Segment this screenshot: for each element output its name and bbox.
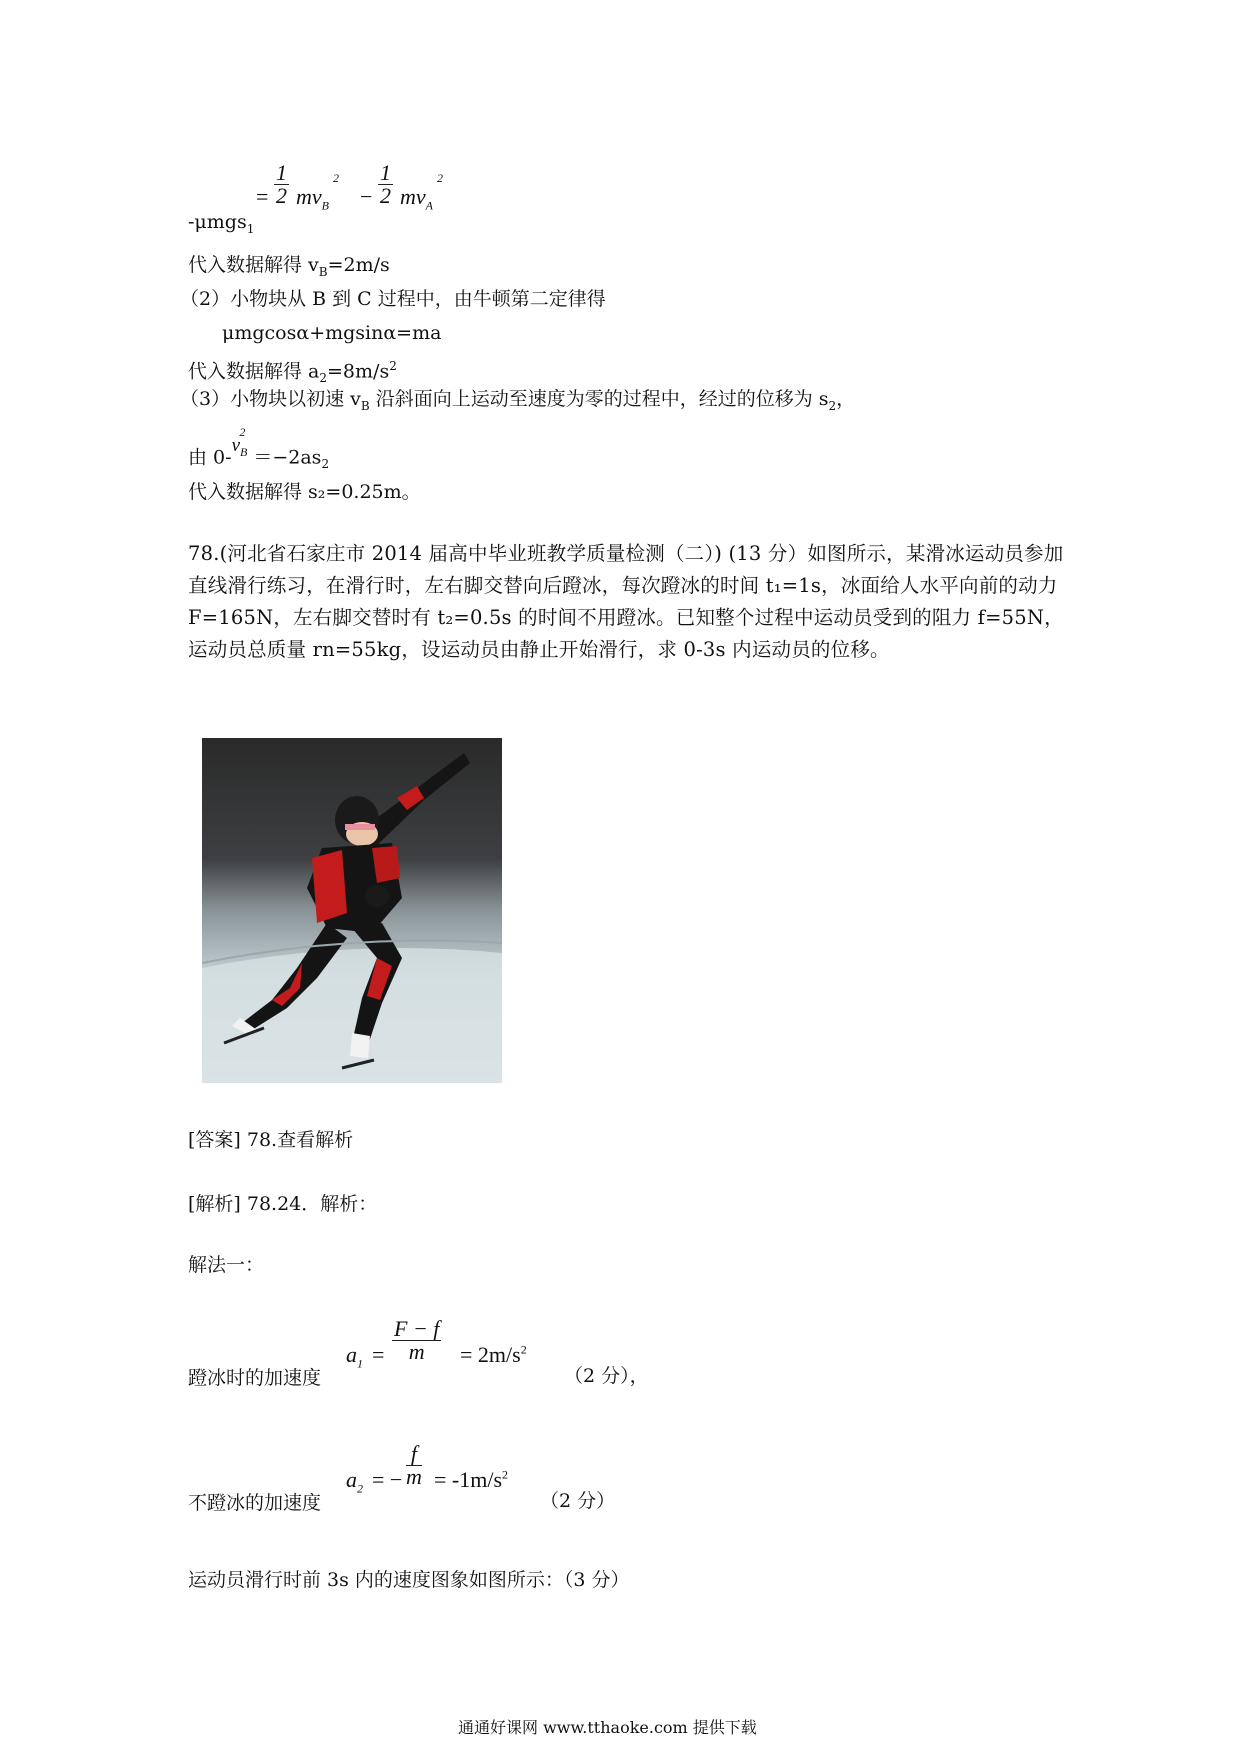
- part2-heading: （2）小物块从 B 到 C 过程中，由牛顿第二定律得: [180, 288, 606, 310]
- s2-equation: 由 $0-v_B^2=-2as_2$: [188, 425, 330, 472]
- speed-skater-photo: [202, 738, 502, 1083]
- vb-result-line: 代入数据解得 $v_B=2m/s$: [188, 254, 390, 279]
- kick-acceleration-equation: 蹬冰时的加速度 $a_1$ = $\frac{F - f}{m}$ = $2m/s^2$ （2 分），: [188, 1316, 649, 1389]
- force-fraction: $\frac{F - f}{m}$: [394, 1316, 440, 1364]
- energy-eq-prefix: -μmgs$_1$: [188, 211, 255, 236]
- friction-fraction: $\frac{f}{m}$: [406, 1441, 422, 1489]
- half-fraction-1: $\frac{1}{2}$: [276, 160, 287, 208]
- velocity-graph-line: 运动员滑行时前 3s 内的速度图象如图所示：（3 分）: [188, 1569, 630, 1591]
- question-78: 78.(河北省石家庄市 2014 届高中毕业班教学质量检测（二）) (13 分）如图所示，某滑冰运动员参加直线滑行练习，在滑行时，左右脚交替向后蹬冰，每次蹬冰的时间 t₁=1s，冰面给人水平向前的动力 F=165N，左右脚交替时有 t₂=0.5s 的时间不用蹬冰。已知整个过程中运动员受到的阻力 f=55N，运动员总质量 rn=55kg，设运动员由静止开始滑行，求 0-3s 内运动员的位移。: [188, 542, 1064, 661]
- skater-illustration: [202, 738, 502, 1083]
- part3-heading: （3）小物块以初速 $v_B$ 沿斜面向上运动至速度为零的过程中，经过的位移为 $s_2$，: [180, 388, 856, 413]
- part2-equation: μmgcosα+mgsinα=ma: [222, 322, 442, 344]
- method-one-heading: 解法一：: [188, 1254, 265, 1276]
- a2-result-line: 代入数据解得 $a_2=8m/s^2$: [188, 359, 397, 386]
- glide-acceleration-score: （2 分）: [540, 1490, 616, 1512]
- page-footer: 通通好课网 www.tthaoke.com 提供下载: [458, 1718, 757, 1737]
- s2-result-line: 代入数据解得 s₂=0.25m。: [188, 481, 421, 503]
- mv-a-term: $mv_A^2$: [400, 170, 443, 213]
- mv-b-term: $mv_B^2$: [296, 170, 339, 213]
- glide-acceleration-equation: 不蹬冰的加速度 $a_2$ = − $\frac{f}{m}$ = $-1m/s^2$ （2 分）: [188, 1441, 616, 1514]
- half-fraction-2: $\frac{1}{2}$: [380, 160, 391, 208]
- kick-acceleration-label: 蹬冰时的加速度: [188, 1367, 322, 1389]
- answer-line: [答案] 78.查看解析: [188, 1129, 354, 1151]
- glide-acceleration-label: 不蹬冰的加速度: [188, 1492, 322, 1514]
- analysis-line: [解析] 78.24．解析：: [188, 1193, 378, 1215]
- kick-acceleration-score: （2 分），: [564, 1365, 649, 1387]
